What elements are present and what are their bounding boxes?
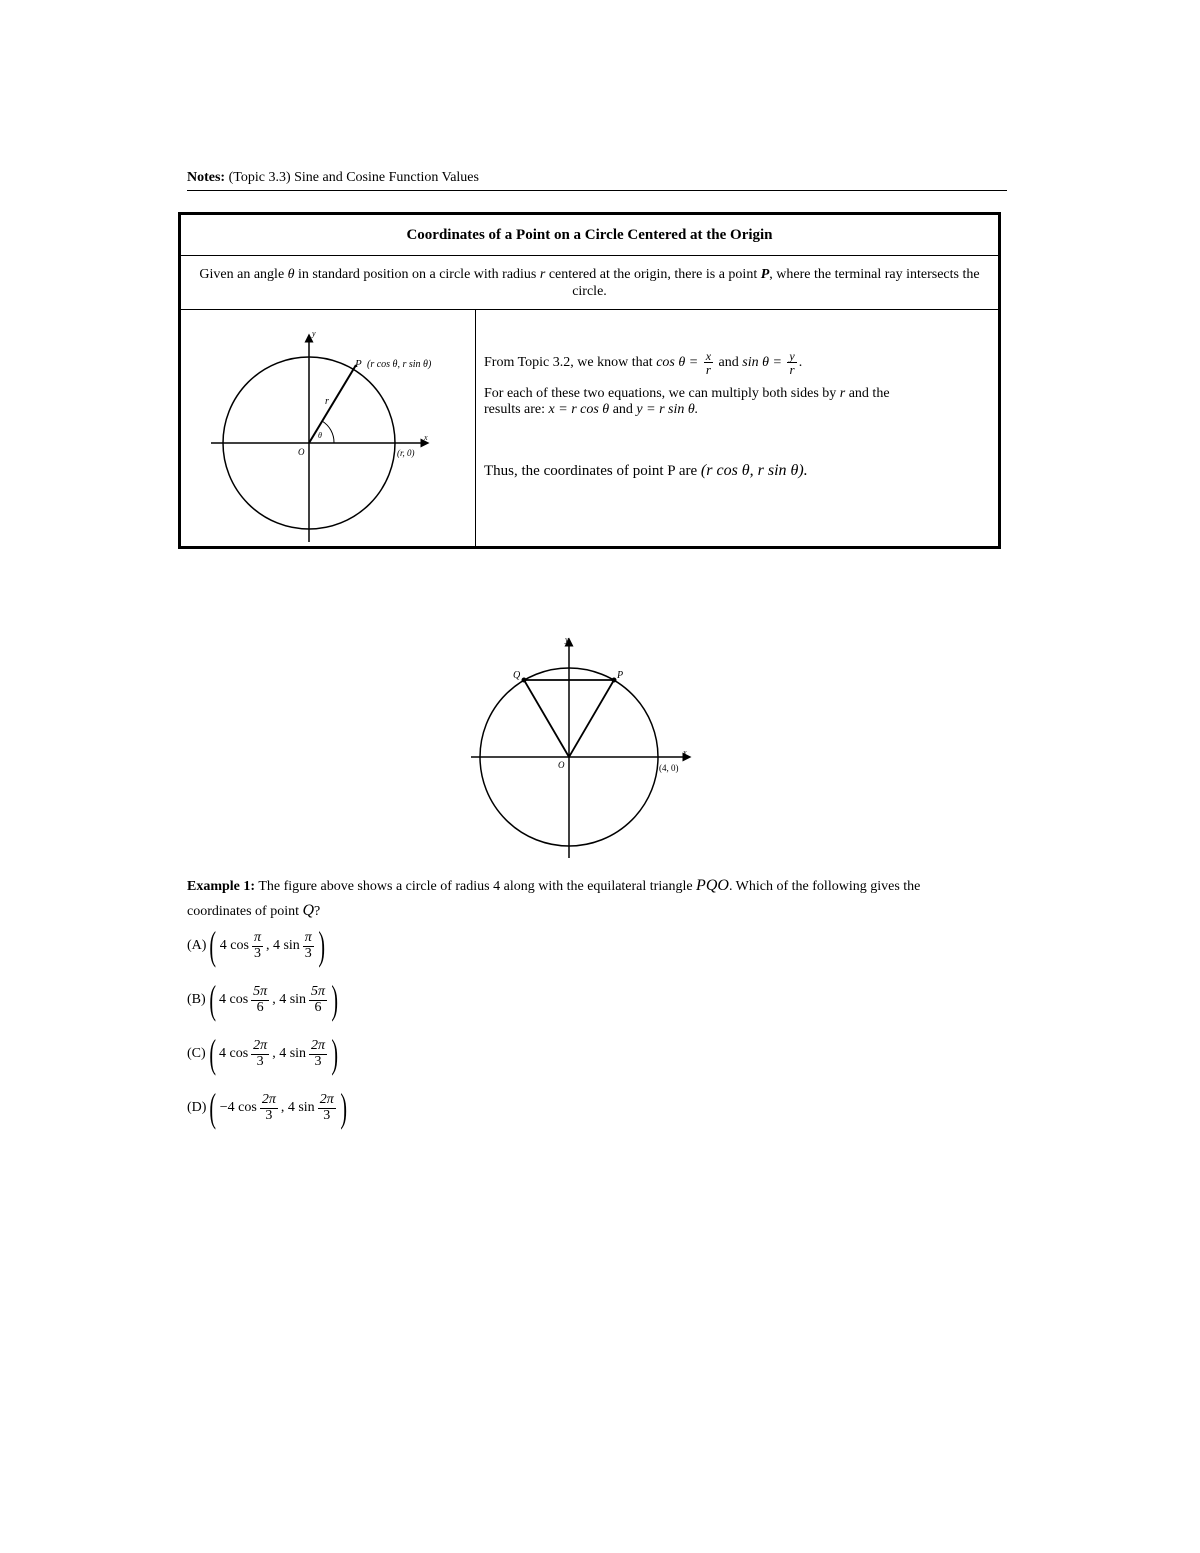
choice-c[interactable]: (C) ( 4 cos $\frac{2\pi}{3}$ , 4 sin $\frac{2\pi}{3}$ ) bbox=[187, 1031, 339, 1076]
example-question: Example 1: The figure above shows a circle of radius 4 along with the equilateral triangle PQO. Which of the following gives the coordinates of point Q? bbox=[187, 877, 921, 919]
radius-label: r bbox=[325, 396, 329, 407]
x-over-r: $\frac{x}{r}$ bbox=[705, 349, 712, 377]
conclusion-coords: (r cos θ, r sin θ). bbox=[700, 462, 808, 479]
coordinates-box bbox=[178, 212, 1001, 549]
example-p-label: P bbox=[617, 670, 624, 681]
choice-d[interactable]: (D) ( −4 cos $\frac{2\pi}{3}$ , 4 sin $\frac{2\pi}{3}$ ) bbox=[187, 1085, 347, 1130]
point-p-label: P bbox=[355, 358, 362, 370]
box-explanation: From Topic 3.2, we know that cos θ = $\frac{x}{r}$ and sin θ = $\frac{y}{r}$ . For each of these two equations, we can multiply both sides by r and the results are: x = r cos θ and y = r sin θ. Thus, the coordinates of point P are (r cos θ, r sin θ). bbox=[476, 310, 1000, 548]
point-p-dot bbox=[612, 678, 617, 683]
example-y-label: y bbox=[565, 635, 569, 644]
notes-title: (Topic 3.3) Sine and Cosine Function Values bbox=[228, 170, 479, 185]
notes-label: Notes: bbox=[187, 170, 226, 185]
axis-point-label: (r, 0) bbox=[397, 448, 415, 458]
point-q-dot bbox=[522, 678, 527, 683]
example-label: Example 1: bbox=[187, 879, 256, 894]
choice-a[interactable]: (A) ( 4 cos $\frac{\pi}{3}$ , 4 sin $\frac{\pi}{3}$ ) bbox=[187, 923, 325, 968]
choice-b[interactable]: (B) ( 4 cos $\frac{5\pi}{6}$ , 4 sin $\frac{5\pi}{6}$ ) bbox=[187, 977, 339, 1022]
example-axis-point: (4, 0) bbox=[659, 763, 679, 773]
origin-label: O bbox=[298, 447, 305, 457]
box-given-text: Given an angle θ in standard position on a circle with radius r centered at the origin, there is a point P, where the terminal ray intersects the circle. bbox=[180, 256, 1000, 310]
angle-arc bbox=[322, 421, 334, 443]
angle-label: θ bbox=[318, 431, 322, 440]
unit-circle-diagram bbox=[180, 310, 476, 548]
point-p-coords: (r cos θ, r sin θ) bbox=[367, 359, 432, 370]
radius-line bbox=[309, 365, 356, 443]
unit-circle-svg bbox=[181, 310, 475, 546]
example-origin-label: O bbox=[558, 760, 565, 770]
box-title: Coordinates of a Point on a Circle Centered at the Origin bbox=[180, 214, 1000, 256]
x-axis-label: x bbox=[424, 433, 428, 442]
example-figure bbox=[455, 632, 695, 862]
example-x-label: x bbox=[683, 748, 687, 757]
y-axis-label: y bbox=[312, 329, 316, 338]
page-header bbox=[187, 170, 1007, 191]
example-q-label: Q bbox=[513, 670, 521, 681]
y-over-r: $\frac{y}{r}$ bbox=[789, 349, 795, 377]
